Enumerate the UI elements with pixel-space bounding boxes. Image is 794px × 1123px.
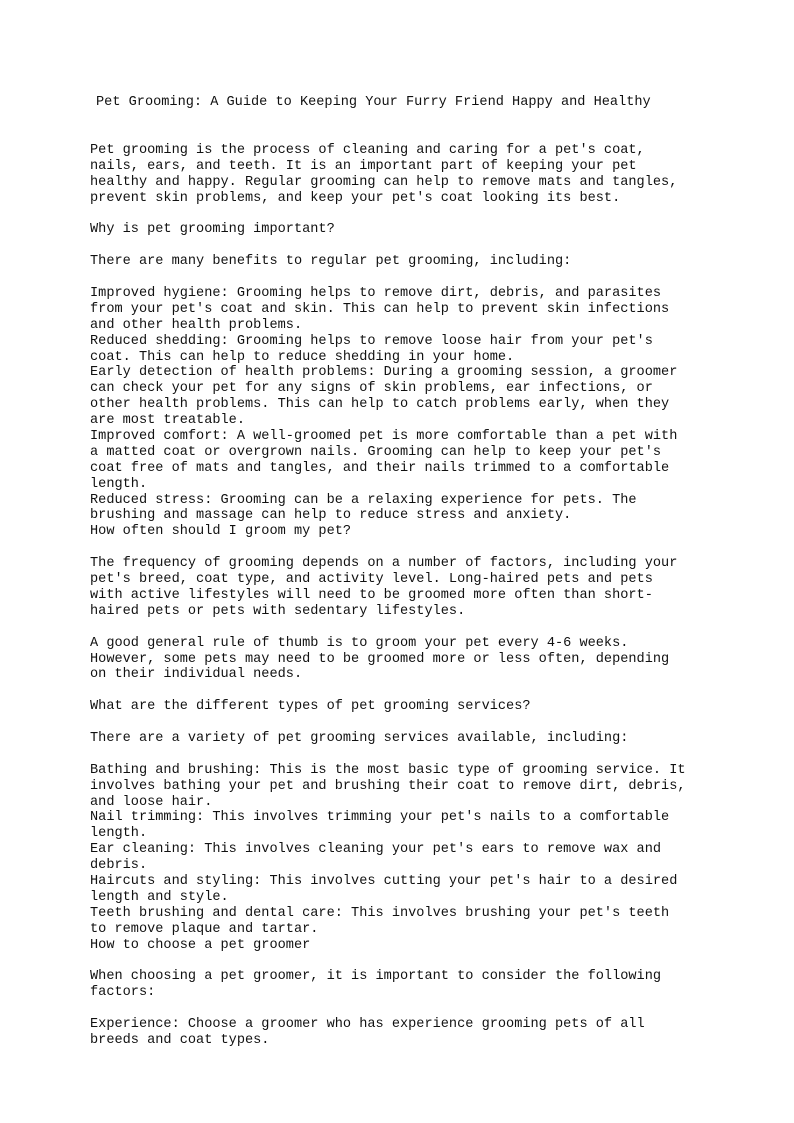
text-line: length. (90, 476, 148, 492)
text-line: a matted coat or overgrown nails. Grooming can help to keep your pet's (90, 444, 662, 460)
text-line: length and style. (90, 889, 229, 905)
text-line: and loose hair. (90, 794, 213, 810)
text-line: factors: (90, 985, 156, 1001)
text-line: Bathing and brushing: This is the most basic type of grooming service. It (90, 762, 686, 778)
blank-line (90, 540, 770, 556)
blank-line (90, 238, 770, 254)
text-line: There are many benefits to regular pet grooming, including: (90, 254, 572, 270)
text-line: How often should I groom my pet? (90, 524, 352, 540)
blank-line (90, 620, 770, 636)
text-line: can check your pet for any signs of skin problems, ear infections, or (90, 381, 653, 397)
text-line: Nail trimming: This involves trimming your pet's nails to a comfortable (90, 810, 670, 826)
text-line: coat. This can help to reduce shedding in your home. (90, 349, 515, 365)
text-line: Improved comfort: A well-groomed pet is more comfortable than a pet with (90, 429, 678, 445)
text-line: Haircuts and styling: This involves cutting your pet's hair to a desired (90, 873, 678, 889)
text-line: debris. (90, 858, 148, 874)
text-line: What are the different types of pet grooming services? (90, 699, 531, 715)
text-line: Why is pet grooming important? (90, 222, 335, 238)
text-line: other health problems. This can help to catch problems early, when they (90, 397, 670, 413)
text-line: healthy and happy. Regular grooming can help to remove mats and tangles, (90, 174, 678, 190)
text-line: nails, ears, and teeth. It is an important part of keeping your pet (90, 158, 637, 174)
text-line: A good general rule of thumb is to groom your pet every 4-6 weeks. (90, 635, 629, 651)
text-line: coat free of mats and tangles, and their nails trimmed to a comfortable (90, 460, 670, 476)
text-line: haired pets or pets with sedentary lifestyles. (90, 603, 466, 619)
blank-line (90, 715, 770, 731)
blank-line (90, 1001, 770, 1017)
text-line: on their individual needs. (90, 667, 303, 683)
text-line: breeds and coat types. (90, 1032, 270, 1048)
blank-line (90, 270, 770, 286)
text-line: However, some pets may need to be groomed more or less often, depending (90, 651, 670, 667)
text-line: There are a variety of pet grooming services available, including: (90, 730, 629, 746)
document-body (90, 143, 770, 1049)
text-line: The frequency of grooming depends on a number of factors, including your (90, 556, 678, 572)
text-line: brushing and massage can help to reduce stress and anxiety. (90, 508, 572, 524)
blank-line (90, 207, 770, 223)
text-line: Pet grooming is the process of cleaning and caring for a pet's coat, (90, 143, 645, 158)
text-line: Reduced shedding: Grooming helps to remove loose hair from your pet's (90, 333, 653, 349)
text-line: from your pet's coat and skin. This can help to prevent skin infections (90, 301, 670, 317)
text-line: and other health problems. (90, 317, 303, 333)
text-line: When choosing a pet groomer, it is important to consider the following (90, 969, 662, 985)
text-line: Early detection of health problems: During a grooming session, a groomer (90, 365, 678, 381)
text-line: are most treatable. (90, 413, 245, 429)
blank-line (90, 953, 770, 969)
text-line: pet's breed, coat type, and activity level. Long-haired pets and pets (90, 572, 653, 588)
text-line: Ear cleaning: This involves cleaning your pet's ears to remove wax and (90, 842, 662, 858)
text-line: Reduced stress: Grooming can be a relaxing experience for pets. The (90, 492, 637, 508)
blank-line (90, 747, 770, 763)
text-line: Teeth brushing and dental care: This involves brushing your pet's teeth (90, 905, 670, 921)
text-line: with active lifestyles will need to be groomed more often than short- (90, 587, 653, 603)
text-line: involves bathing your pet and brushing their coat to remove dirt, debris, (90, 778, 686, 794)
text-line: How to choose a pet groomer (90, 937, 311, 953)
text-line: Improved hygiene: Grooming helps to remove dirt, debris, and parasites (90, 286, 662, 302)
document-title: Pet Grooming: A Guide to Keeping Your Furry Friend Happy and Healthy (96, 95, 651, 110)
text-line: to remove plaque and tartar. (90, 921, 319, 937)
text-line: Experience: Choose a groomer who has experience grooming pets of all (90, 1016, 645, 1032)
blank-line (90, 683, 770, 699)
text-line: prevent skin problems, and keep your pet's coat looking its best. (90, 190, 621, 206)
text-line: length. (90, 826, 148, 842)
